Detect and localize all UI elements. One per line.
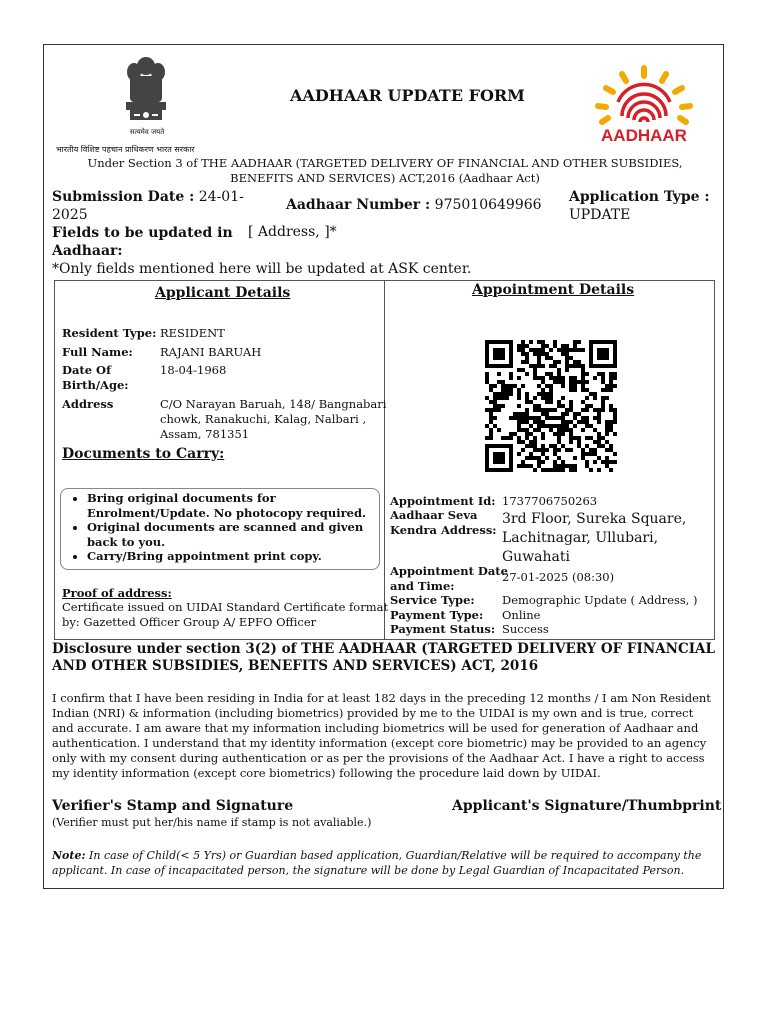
kendra-line2: Lachitnagar, Ullubari, [502,530,659,546]
proof-of-address-label: Proof of address: [62,586,172,600]
documents-heading: Documents to Carry: [62,446,225,462]
full-name-label: Full Name: [62,345,133,359]
aadhaar-number-value: 975010649966 [434,197,542,213]
appointment-id-label: Appointment Id: [390,494,496,508]
address-line2: chowk, Ranakuchi, Kalag, Nalbari , [160,412,367,426]
fields-to-update-value: [ Address, ]* [248,224,337,240]
payment-type-value: Online [502,608,541,622]
documents-item: • Bring original documents for Enrolment/Update. No photocopy required. [87,491,379,520]
appointment-details-heading: Appointment Details [472,282,635,298]
applicant-details-heading: Applicant Details [155,285,291,301]
appointment-datetime-value: 27-01-2025 (08:30) [502,570,615,584]
dob-label [62,363,129,393]
logo-text: AADHAAR [601,126,687,144]
guardian-note [52,848,716,878]
application-type [569,188,710,224]
aadhaar-number-label: Aadhaar Number : [286,197,431,213]
act-subtitle: Under Section 3 of THE AADHAAR (TARGETED DELIVERY OF FINANCIAL AND OTHER SUBSIDIES, BENEFITS AND SERVICES) ACT,2016 (Aadhaar Act) [87,156,683,185]
kendra-label-line1: Aadhaar Seva [390,508,478,522]
application-type-label: Application Type : [569,189,710,205]
application-type-value: UPDATE [569,207,631,223]
verifier-note: (Verifier must put her/his name if stamp is not avaliable.) [52,816,372,829]
address-line3: Assam, 781351 [160,427,250,441]
note-text: In case of Child(< 5 Yrs) or Guardian based application, Guardian/Relative will be required to accompany the applicant. In case of incapacitated person, the signature will be done by Legal Guardian of Incapacitated Person. [52,849,702,877]
verifier-signature-label: Verifier's Stamp and Signature [52,798,294,814]
payment-status-label: Payment Status: [390,622,496,636]
authority-name: भारतीय विशिष्ट पहचान प्राधिकरण भारत सरकार [56,145,195,154]
address-line1: C/O Narayan Baruah, 148/ Bangnabari [160,397,387,411]
appointment-qr-code [485,340,619,476]
submission-date [52,188,252,224]
disclosure-heading-line2: AND OTHER SUBSIDIES, BENEFITS AND SERVICES) ACT, 2016 [52,658,539,674]
submission-date-value-2: 2025 [52,207,88,223]
proof-of-address-line1: Certificate issued on UIDAI Standard Certificate format [62,600,389,614]
address-value [160,397,386,442]
aadhaar-number [286,197,542,213]
fields-note: *Only fields mentioned here will be updated at ASK center. [52,261,472,277]
dob-label-line2: Birth/Age: [62,378,129,392]
documents-box [60,488,380,570]
fields-to-update-label [52,224,233,260]
kendra-address-label [390,508,497,538]
appointment-datetime-label [390,564,508,594]
kendra-address-value [502,510,686,567]
address-label: Address [62,397,114,411]
form-title: AADHAAR UPDATE FORM [290,86,525,105]
fields-label-line1: Fields to be updated in [52,225,233,241]
datetime-label-line2: and Time: [390,579,455,593]
applicant-signature-label: Applicant's Signature/Thumbprint [452,798,722,814]
dob-value: 18-04-1968 [160,363,227,377]
dob-label-line1: Date Of [62,363,112,377]
aadhaar-logo [578,62,710,144]
payment-type-label: Payment Type: [390,608,484,622]
disclosure-body: I confirm that I have been residing in India for at least 182 days in the preceding 12 months / I am Non Resident Indian (NRI) & information (including biometrics) provided by me to the UIDAI is my own and is true, correct and accurate. I am aware that my information including biometrics will be used for generation of Aadhaar and authentication. I understand that my identity information (except core biometric) may be provided to an agency only with my consent during authentication or as per the provisions of the Aadhaar Act. I have a right to access my identity information (except core biometrics) following the procedure laid down by UIDAI. [52,691,711,780]
documents-item: • Original documents are scanned and given back to you. [87,520,379,549]
kendra-line1: 3rd Floor, Sureka Square, [502,511,687,527]
disclosure-heading-line1: Disclosure under section 3(2) of THE AADHAAR (TARGETED DELIVERY OF FINANCIAL [52,641,715,657]
kendra-label-line2: Kendra Address: [390,523,497,537]
disclosure-heading [52,641,715,675]
datetime-label-line1: Appointment Date [390,564,508,578]
proof-of-address-line2: by: Gazetted Officer Group A/ EPFO Officer [62,615,317,629]
full-name-value: RAJANI BARUAH [160,345,262,359]
emblem-caption: सत्यमेव जयते [129,128,165,136]
note-label: Note: [52,849,86,862]
service-type-value: Demographic Update ( Address, ) [502,593,698,607]
documents-item: • Carry/Bring appointment print copy. [87,549,379,564]
national-emblem-icon [118,52,174,132]
fields-label-line2: Aadhaar: [52,243,123,259]
payment-status-value: Success [502,622,549,636]
resident-type-label: Resident Type: [62,326,157,340]
service-type-label: Service Type: [390,593,475,607]
submission-date-label: Submission Date : [52,189,195,205]
resident-type-value: RESIDENT [160,326,225,340]
documents-list [61,491,379,564]
appointment-id-value: 1737706750263 [502,494,598,508]
submission-date-value-1: 24-01- [198,189,244,205]
kendra-line3: Guwahati [502,549,570,565]
